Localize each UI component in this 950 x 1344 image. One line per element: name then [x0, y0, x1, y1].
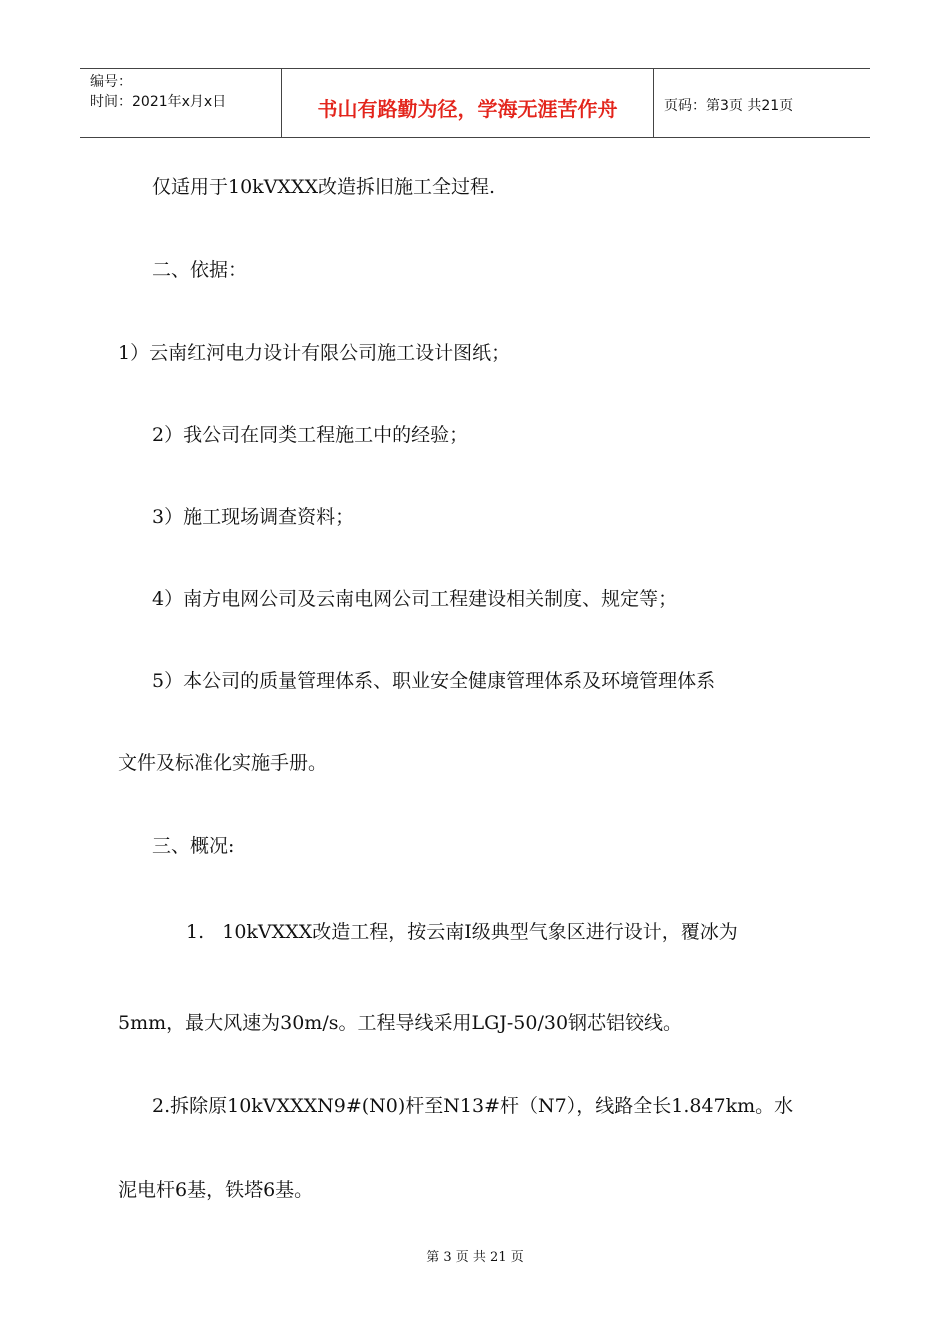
basis-item-4: 4）南方电网公司及云南电网公司工程建设相关制度、规定等；: [152, 588, 678, 610]
header-page-info: 页码：第3页 共21页: [664, 98, 794, 114]
doc-time-label: 时间：2021年x月x日: [90, 94, 227, 110]
header-meta-cell: [80, 69, 282, 137]
page-header: [80, 68, 870, 138]
basis-item-2: 2）我公司在同类工程施工中的经验；: [152, 424, 469, 446]
basis-item-5: 5）本公司的质量管理体系、职业安全健康管理体系及环境管理体系: [152, 670, 716, 692]
overview-item-2: 2.拆除原10kVXXXN9#(N0)杆至N13#杆（N7），线路全长1.847km。水: [152, 1095, 794, 1117]
paragraph-scope: 仅适用于10kVXXX改造拆旧施工全过程.: [152, 176, 496, 198]
basis-item-1: 1）云南红河电力设计有限公司施工设计图纸；: [118, 342, 511, 364]
page-footer: 第 3 页 共 21 页: [426, 1250, 524, 1265]
doc-number-label: 编号：: [90, 74, 132, 90]
basis-item-3: 3）施工现场调查资料；: [152, 506, 355, 528]
header-motto-cell: [282, 69, 654, 137]
overview-item-2-continued: 泥电杆6基，铁塔6基。: [118, 1179, 314, 1201]
overview-item-1: 1. 10kVXXX改造工程，按云南Ⅰ级典型气象区进行设计，覆冰为: [186, 921, 738, 943]
section-heading-overview: 三、概况:: [152, 835, 235, 857]
section-heading-basis: 二、依据：: [152, 259, 248, 281]
header-page-cell: [654, 69, 870, 137]
header-motto: 书山有路勤为径，学海无涯苦作舟: [317, 97, 618, 121]
overview-item-1-continued: 5mm，最大风速为30m/s。工程导线采用LGJ-50/30钢芯铝铰线。: [118, 1012, 683, 1034]
basis-item-5-continued: 文件及标准化实施手册。: [118, 752, 328, 774]
